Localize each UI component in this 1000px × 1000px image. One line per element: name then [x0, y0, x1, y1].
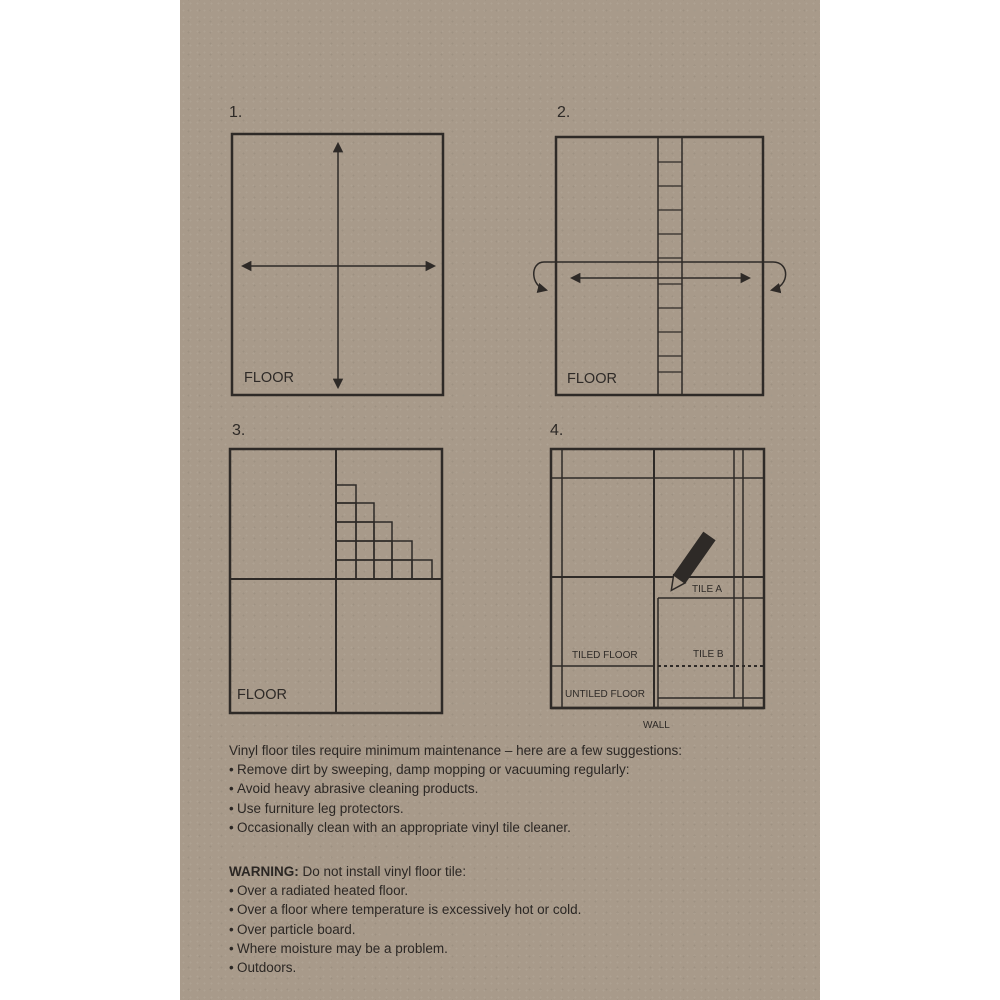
list-item: • Remove dirt by sweeping, damp mopping or vacuuming regularly: [229, 762, 630, 778]
list-item: • Use furniture leg protectors. [229, 800, 404, 816]
list-item: • Over a radiated heated floor. [229, 883, 409, 899]
list-item: • Avoid heavy abrasive cleaning products. [229, 781, 479, 797]
diagram-2-floor-label: FLOOR [567, 371, 617, 387]
tiled-floor-label: TILED FLOOR [572, 650, 638, 661]
diagram-3-floor-label: FLOOR [237, 687, 287, 703]
warning-heading [229, 862, 581, 881]
step-2-number: 2. [557, 104, 571, 121]
maintenance-intro: Vinyl floor tiles require minimum maintenance – here are a few suggestions: [229, 743, 682, 758]
warning-text: Do not install vinyl floor tile: [298, 864, 467, 879]
list-item: • Over a floor where temperature is excessively hot or cold. [229, 902, 582, 918]
step-4-number: 4. [550, 422, 564, 439]
diagram-3-quadrant-tiles [230, 449, 442, 713]
list-item: • Over particle board. [229, 921, 356, 937]
diagram-4-border-tile [551, 449, 764, 708]
untiled-floor-label: UNTILED FLOOR [565, 689, 646, 700]
maintenance-list [229, 760, 682, 837]
warning-list [229, 881, 581, 977]
tile-a-label: TILE A [692, 584, 723, 595]
step-1-number: 1. [229, 104, 243, 121]
list-item: • Outdoors. [229, 960, 297, 976]
tile-b-label: TILE B [693, 649, 724, 660]
maintenance-section [229, 741, 682, 837]
wall-label: WALL [643, 720, 670, 731]
diagram-2-tile-row [534, 137, 786, 395]
warning-section [229, 862, 581, 977]
diagram-1-center-lines [232, 134, 443, 395]
warning-label: WARNING: [229, 864, 299, 879]
list-item: • Occasionally clean with an appropriate vinyl tile cleaner. [229, 819, 571, 835]
step-3-number: 3. [232, 422, 246, 439]
diagram-1-floor-label: FLOOR [244, 370, 294, 386]
list-item: • Where moisture may be a problem. [229, 940, 448, 956]
